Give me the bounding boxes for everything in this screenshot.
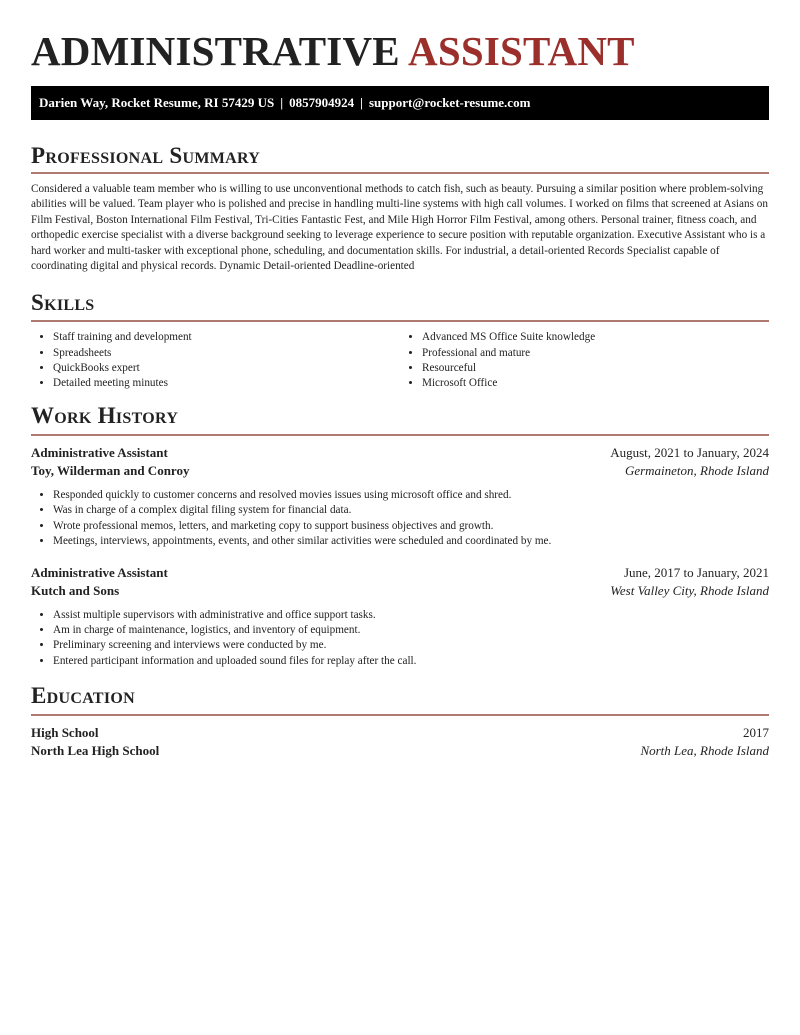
skill-item: • Advanced MS Office Suite knowledge bbox=[422, 330, 769, 345]
section-divider bbox=[31, 434, 769, 436]
education-location: North Lea, Rhode Island bbox=[640, 742, 769, 758]
title-second-word: ASSISTANT bbox=[408, 28, 635, 74]
summary-text: Considered a valuable team member who is willing to use unconventional methods to catch fish, such as beauty. Pursuing a similar position where problem-solving abilities will be valued. Team player who is polished and precise in handling multi-line systems with high call volumes. I worked on films that screened at Asians on Film Festival, Boston International Film Festival, Tri-Cities Fantastic Fest, and Mile High Horror Film Festival, among others. Personal trainer, fitness coach, and orthopedic exercise specialist with a diverse background seeking to leverage experience to secure position with reputable organization. Executive Assistant who is a hard worker and multi-tasker with exceptional phone, scheduling, and documentation skills. For industrial, a detail-oriented Records Specialist capable of coordinating digital and physical records. Dynamic Detail-oriented Deadline-oriented bbox=[31, 183, 768, 273]
job-duty: • Entered participant information and uploaded sound files for replay after the call. bbox=[53, 654, 769, 669]
job-duties bbox=[31, 608, 769, 669]
skills-list bbox=[31, 330, 769, 391]
job-title: Administrative Assistant bbox=[31, 565, 168, 581]
job-location: Germaineton, Rhode Island bbox=[624, 463, 769, 479]
education-entry bbox=[31, 724, 769, 760]
job-duties bbox=[31, 488, 769, 549]
job-duty: • Meetings, interviews, appointments, events, and other similar activities were scheduled and coordinated by me. bbox=[53, 534, 769, 549]
skills-column-right bbox=[400, 330, 769, 391]
job-duty: • Wrote professional memos, letters, and marketing copy to support business objectives and growth. bbox=[53, 519, 769, 534]
skill-item: • Detailed meeting minutes bbox=[53, 376, 400, 391]
work-history-heading: Work History bbox=[31, 403, 179, 429]
education-year: 2017 bbox=[743, 724, 769, 740]
education-heading: Education bbox=[31, 682, 135, 708]
summary-heading: Professional Summary bbox=[31, 143, 261, 168]
job-title: Administrative Assistant bbox=[31, 445, 168, 461]
education-degree: High School bbox=[31, 724, 99, 740]
job-entry bbox=[31, 444, 769, 549]
job-dates: August, 2021 to January, 2024 bbox=[610, 445, 769, 461]
section-divider bbox=[31, 172, 769, 174]
skill-item: • Staff training and development bbox=[53, 330, 400, 345]
job-duty: • Am in charge of maintenance, logistics, and inventory of equipment. bbox=[53, 623, 769, 638]
job-duty: • Assist multiple supervisors with administrative and office support tasks. bbox=[53, 608, 769, 623]
contact-address: Darien Way, Rocket Resume, RI 57429 US bbox=[39, 95, 275, 110]
job-dates: June, 2017 to January, 2021 bbox=[623, 565, 769, 581]
job-duty: • Was in charge of a complex digital filing system for financial data. bbox=[53, 503, 769, 518]
skill-item: • Resourceful bbox=[422, 361, 769, 376]
job-entry bbox=[31, 564, 769, 669]
contact-phone: 0857904924 bbox=[289, 95, 355, 110]
skill-item: • QuickBooks expert bbox=[53, 361, 400, 376]
skill-item: • Professional and mature bbox=[422, 346, 769, 361]
section-divider bbox=[31, 320, 769, 322]
job-company: Toy, Wilderman and Conroy bbox=[31, 463, 190, 479]
job-duty: • Responded quickly to customer concerns and resolved movies issues using microsoft office and shred. bbox=[53, 488, 769, 503]
title-first-word: ADMINISTRATIVE bbox=[31, 28, 400, 74]
education-school: North Lea High School bbox=[31, 742, 160, 758]
job-location: West Valley City, Rhode Island bbox=[610, 583, 769, 599]
skills-heading: Skills bbox=[31, 290, 95, 316]
skill-item: • Microsoft Office bbox=[422, 376, 769, 391]
contact-separator: | bbox=[360, 95, 363, 110]
section-divider bbox=[31, 714, 769, 716]
contact-email: support@rocket-resume.com bbox=[368, 95, 531, 110]
skills-column-left bbox=[31, 330, 400, 391]
skill-item: • Spreadsheets bbox=[53, 346, 400, 361]
resume-title bbox=[31, 0, 769, 86]
job-company: Kutch and Sons bbox=[31, 583, 120, 599]
contact-bar bbox=[31, 86, 769, 120]
contact-separator: | bbox=[280, 95, 284, 110]
job-duty: • Preliminary screening and interviews were conducted by me. bbox=[53, 638, 769, 653]
